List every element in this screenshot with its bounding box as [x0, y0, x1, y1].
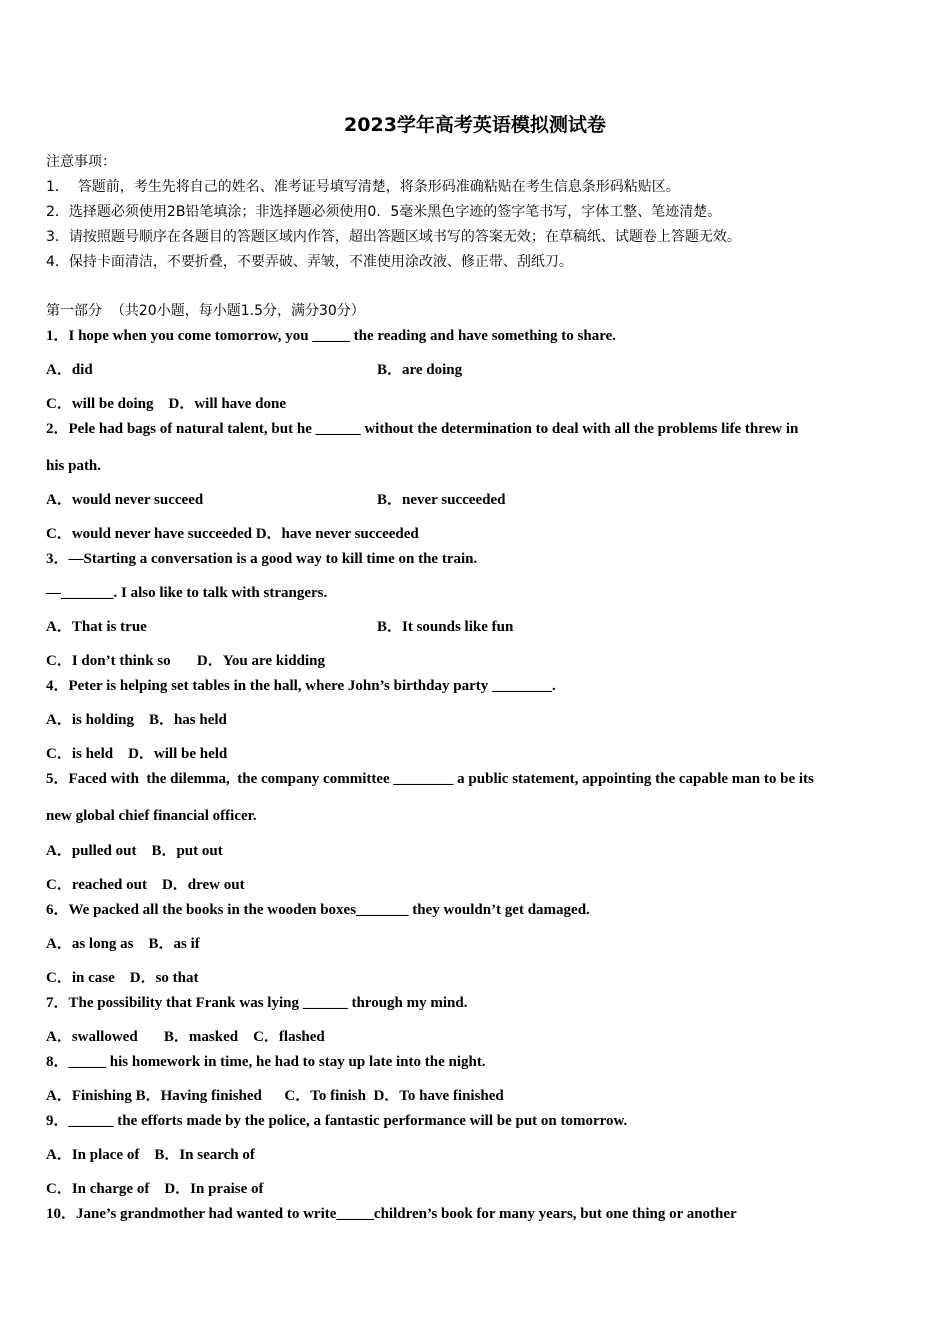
option-row: C．reached out D．drew out: [46, 877, 245, 893]
option-a: A．That is true: [46, 619, 147, 635]
option-row: C．will be doing D．will have done: [46, 396, 287, 412]
option-row: C．would never have succeeded D．have never succeeded: [46, 526, 419, 542]
question-stem: 4．Peter is helping set tables in the hall, where John’s birthday party ________.: [46, 678, 556, 694]
option-row: C．in case D．so that: [46, 970, 199, 986]
option-row: C．I don’t think so D．You are kidding: [46, 653, 325, 669]
question-stem: 5．Faced with the dilemma, the company committee ________ a public statement, appointing the capable man to be its: [46, 771, 814, 787]
question-stem: 7．The possibility that Frank was lying ______ through my mind.: [46, 995, 468, 1011]
option-row: C．In charge of D．In praise of: [46, 1181, 264, 1197]
question-stem: 8．_____ his homework in time, he had to stay up late into the night.: [46, 1054, 486, 1070]
question-stem: 1．I hope when you come tomorrow, you _____ the reading and have something to share.: [46, 328, 617, 344]
question-stem: 10．Jane’s grandmother had wanted to write_____children’s book for many years, but one thing or another: [46, 1206, 737, 1222]
option-row: A．pulled out B．put out: [46, 843, 223, 859]
notice-heading: 注意事项：: [46, 154, 116, 170]
notice-item: 3．请按照题号顺序在各题目的答题区域内作答，超出答题区域书写的答案无效；在草稿纸、试题卷上答题无效。: [46, 229, 741, 245]
option-row: A．Finishing B．Having finished C．To finish D．To have finished: [46, 1088, 504, 1104]
option-row: A．In place of B．In search of: [46, 1147, 255, 1163]
notice-item: 2．选择题必须使用2B铅笔填涂；非选择题必须使用0．5毫米黑色字迹的签字笔书写，字体工整、笔迹清楚。: [46, 204, 722, 220]
notice-item: 4．保持卡面清洁，不要折叠，不要弄破、弄皱，不准使用涂改液、修正带、刮纸刀。: [46, 254, 573, 270]
question-stem-cont: his path.: [46, 458, 102, 474]
option-b: B．never succeeded: [377, 492, 506, 508]
question-stem-cont: new global chief financial officer.: [46, 808, 257, 824]
question-stem: 6．We packed all the books in the wooden boxes_______ they wouldn’t get damaged.: [46, 902, 590, 918]
option-a: A．would never succeed: [46, 492, 204, 508]
question-stem: 2．Pele had bags of natural talent, but he ______ without the determination to deal with all the problems life threw in: [46, 421, 799, 437]
question-stem: 3．—Starting a conversation is a good way to kill time on the train.: [46, 551, 478, 567]
section-heading: 第一部分 （共20小题，每小题1.5分，满分30分）: [46, 303, 365, 319]
option-row: A．as long as B．as if: [46, 936, 200, 952]
option-b: B．It sounds like fun: [377, 619, 514, 635]
option-a: A．did: [46, 362, 93, 378]
option-row: C．is held D．will be held: [46, 746, 228, 762]
option-row: A．is holding B．has held: [46, 712, 227, 728]
question-stem-cont: —_______. I also like to talk with strangers.: [46, 585, 328, 601]
page-title: 2023学年高考英语模拟测试卷: [344, 114, 606, 136]
option-row: A．swallowed B．masked C．flashed: [46, 1029, 325, 1045]
option-b: B．are doing: [377, 362, 463, 378]
notice-item: 1． 答题前，考生先将自己的姓名、准考证号填写清楚，将条形码准确粘贴在考生信息条形码粘贴区。: [46, 179, 680, 195]
question-stem: 9．______ the efforts made by the police, a fantastic performance will be put on tomorrow.: [46, 1113, 628, 1129]
